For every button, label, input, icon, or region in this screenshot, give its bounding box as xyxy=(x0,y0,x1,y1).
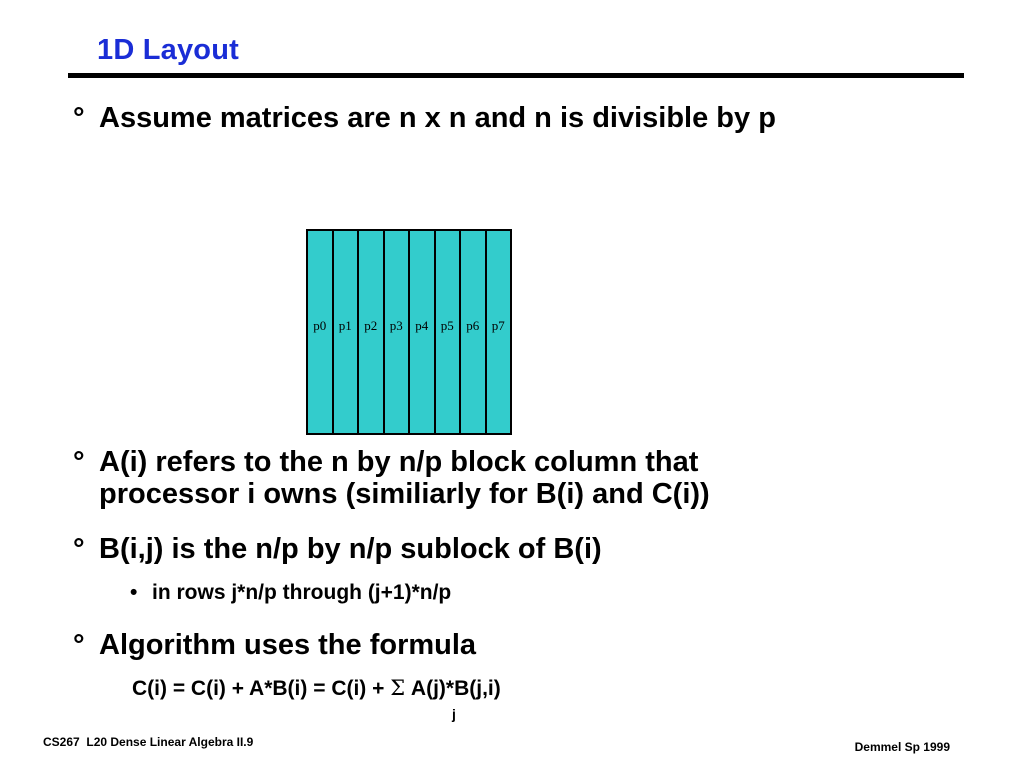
bullet-4-text: Algorithm uses the formula xyxy=(99,629,477,661)
formula-right: A(j)*B(j,i) xyxy=(405,677,501,700)
grid-label: p3 xyxy=(389,318,403,333)
bullet-3-text: B(i,j) is the n/p by n/p sublock of B(i) xyxy=(99,533,602,565)
grid-label: p0 xyxy=(313,318,327,333)
formula xyxy=(132,676,501,701)
bullet-2-mark: ° xyxy=(73,446,85,478)
page-title: 1D Layout xyxy=(97,34,239,66)
grid-label: p7 xyxy=(491,318,505,333)
title-rule xyxy=(68,73,964,78)
sigma-symbol: Σ xyxy=(390,676,406,700)
grid-label: p5 xyxy=(440,318,454,333)
grid-column-p3 xyxy=(385,231,411,433)
bullet-2-text-line-2: processor i owns (similiarly for B(i) and C(i)) xyxy=(99,478,710,510)
bullet-4-mark: ° xyxy=(73,629,85,661)
formula-left: C(i) = C(i) + A*B(i) = C(i) + xyxy=(132,677,391,700)
grid-label: p1 xyxy=(338,318,352,333)
sub-bullet-text: in rows j*n/p through (j+1)*n/p xyxy=(152,581,452,604)
sub-bullet-mark: • xyxy=(130,581,138,604)
block-column-grid xyxy=(306,229,512,435)
bullet-1-text: Assume matrices are n x n and n is divisible by p xyxy=(99,102,776,134)
grid-column-p5 xyxy=(436,231,462,433)
footer-left: CS267 L20 Dense Linear Algebra II.9 xyxy=(43,735,254,749)
grid-column-p2 xyxy=(359,231,385,433)
grid-column-p7 xyxy=(487,231,511,433)
grid-column-p6 xyxy=(461,231,487,433)
footer-right: Demmel Sp 1999 xyxy=(854,740,950,754)
grid-column-p4 xyxy=(410,231,436,433)
bullet-3-mark: ° xyxy=(73,533,85,565)
grid-column-p1 xyxy=(334,231,360,433)
grid-label: p6 xyxy=(466,318,480,333)
bullet-1-mark: ° xyxy=(73,102,85,134)
bullet-2-text-line-1: A(i) refers to the n by n/p block column that xyxy=(99,446,699,478)
grid-label: p2 xyxy=(364,318,378,333)
grid-label: p4 xyxy=(415,318,429,333)
grid-column-p0 xyxy=(308,231,334,433)
formula-subscript: j xyxy=(452,706,456,722)
